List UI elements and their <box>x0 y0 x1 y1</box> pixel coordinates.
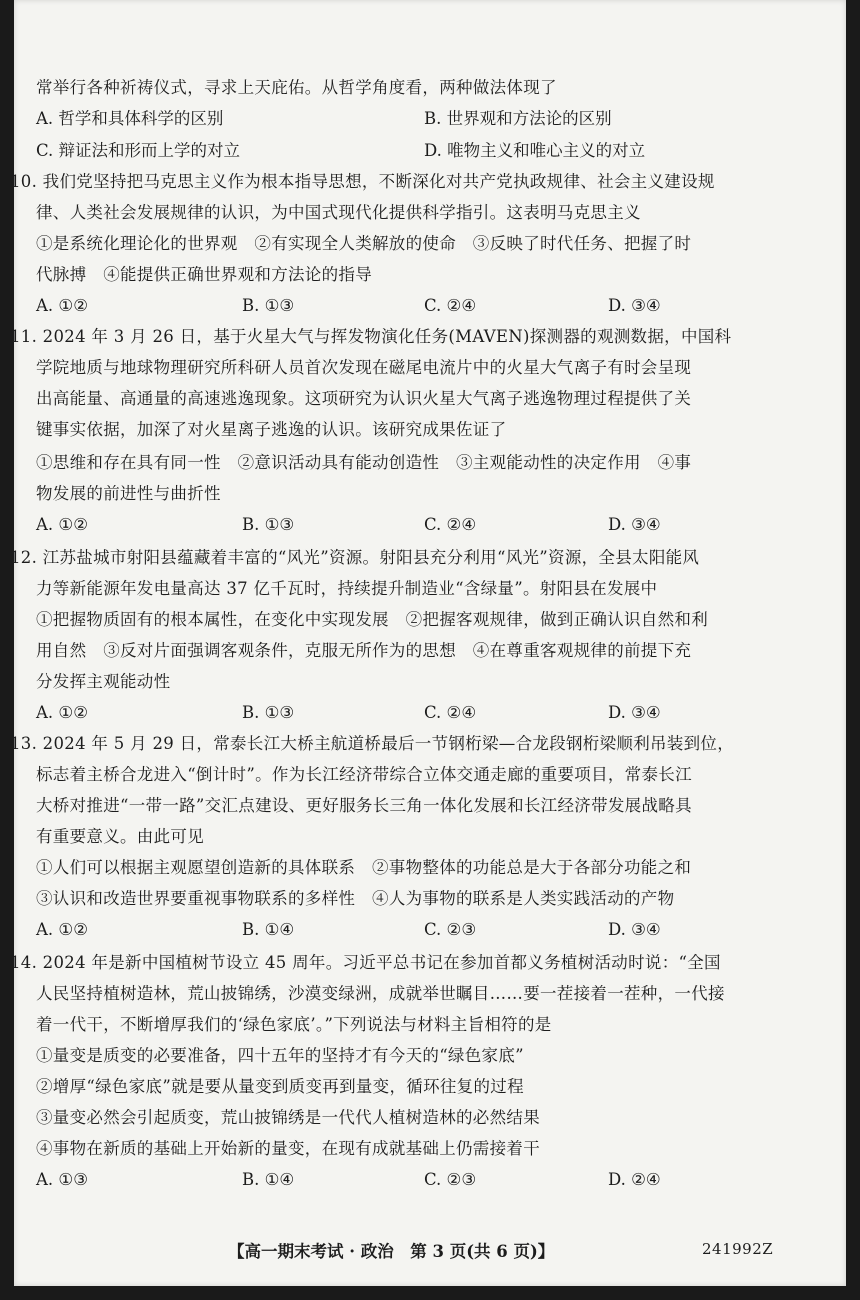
q11-option-a: A. ①② <box>36 515 88 534</box>
q13-option-a: A. ①② <box>36 920 88 939</box>
q14-option-c: C. ②③ <box>424 1170 477 1189</box>
q10-item-line: ①是系统化理论化的世界观 ②有实现全人类解放的使命 ③反映了时代任务、把握了时 <box>36 234 692 253</box>
q13-stem-line: 标志着主桥合龙进入“倒计时”。作为长江经济带综合立体交通走廊的重要项目，常泰长江 <box>36 765 692 784</box>
q13-stem-line: 大桥对推进“一带一路”交汇点建设、更好服务长三角一体化发展和长江经济带发展战略具 <box>36 796 692 815</box>
q14-item-line: ③量变必然会引起质变，荒山披锦绣是一代代人植树造林的必然结果 <box>36 1108 540 1127</box>
exam-page <box>10 0 846 1286</box>
q10-stem-line: 10. 我们党坚持把马克思主义作为根本指导思想，不断深化对共产党执政规律、社会主义建设规 <box>10 172 715 191</box>
q10-option-b: B. ①③ <box>242 296 295 315</box>
q9-option-a: A. 哲学和具体科学的区别 <box>36 109 224 128</box>
q11-item-line: 物发展的前进性与曲折性 <box>36 484 221 503</box>
q9-option-d: D. 唯物主义和唯心主义的对立 <box>424 141 646 160</box>
page-footer-code: 241992Z <box>702 1240 774 1258</box>
q9-stem-line: 常举行各种祈祷仪式，寻求上天庇佑。从哲学角度看，两种做法体现了 <box>36 78 557 97</box>
q10-option-a: A. ①② <box>36 296 88 315</box>
q14-stem-line: 着一代干，不断增厚我们的‘绿色家底’。”下列说法与材料主旨相符的是 <box>36 1015 552 1034</box>
q11-stem-line: 出高能量、高通量的高速逃逸现象。这项研究为认识火星大气离子逃逸物理过程提供了关 <box>36 389 692 408</box>
q13-item-line: ③认识和改造世界要重视事物联系的多样性 ④人为事物的联系是人类实践活动的产物 <box>36 889 675 908</box>
q11-stem-line: 键事实依据，加深了对火星离子逃逸的认识。该研究成果佐证了 <box>36 420 507 439</box>
q11-option-d: D. ③④ <box>608 515 661 534</box>
q11-item-line: ①思维和存在具有同一性 ②意识活动具有能动创造性 ③主观能动性的决定作用 ④事 <box>36 453 692 472</box>
q13-stem-line: 有重要意义。由此可见 <box>36 827 204 846</box>
q14-stem-line: 14. 2024 年是新中国植树节设立 45 周年。习近平总书记在参加首都义务植树活动时说：“全国 <box>10 953 721 972</box>
q10-stem-line: 律、人类社会发展规律的认识，为中国式现代化提供科学指引。这表明马克思主义 <box>36 203 641 222</box>
q12-item-line: ①把握物质固有的根本属性，在变化中实现发展 ②把握客观规律，做到正确认识自然和利 <box>36 610 708 629</box>
q11-option-b: B. ①③ <box>242 515 295 534</box>
q11-option-c: C. ②④ <box>424 515 477 534</box>
q10-item-line: 代脉搏 ④能提供正确世界观和方法论的指导 <box>36 265 372 284</box>
q12-option-c: C. ②④ <box>424 703 477 722</box>
q13-stem-line: 13. 2024 年 5 月 29 日，常泰长江大桥主航道桥最后一节钢桁梁—合龙段钢桁梁顺利吊装到位， <box>10 734 734 753</box>
q13-item-line: ①人们可以根据主观愿望创造新的具体联系 ②事物整体的功能总是大于各部分功能之和 <box>36 858 692 877</box>
q11-stem-line: 11. 2024 年 3 月 26 日，基于火星大气与挥发物演化任务(MAVEN)探测器的观测数据，中国科 <box>10 327 732 346</box>
q14-item-line: ①量变是质变的必要准备，四十五年的坚持才有今天的“绿色家底” <box>36 1046 524 1065</box>
q14-option-d: D. ②④ <box>608 1170 661 1189</box>
q11-stem-line: 学院地质与地球物理研究所科研人员首次发现在磁尾电流片中的火星大气离子有时会呈现 <box>36 358 692 377</box>
q14-item-line: ②增厚“绿色家底”就是要从量变到质变再到量变，循环往复的过程 <box>36 1077 524 1096</box>
q12-stem-line: 12. 江苏盐城市射阳县蕴藏着丰富的“风光”资源。射阳县充分利用“风光”资源，全县太阳能风 <box>10 548 700 567</box>
q13-option-d: D. ③④ <box>608 920 661 939</box>
q10-option-c: C. ②④ <box>424 296 477 315</box>
page-footer-title: 【高一期末考试 · 政治 第 3 页(共 6 页)】 <box>228 1242 555 1261</box>
q10-option-d: D. ③④ <box>608 296 661 315</box>
q14-option-a: A. ①③ <box>36 1170 88 1189</box>
q12-item-line: 用自然 ③反对片面强调客观条件，克服无所作为的思想 ④在尊重客观规律的前提下充 <box>36 641 692 660</box>
q12-stem-line: 力等新能源年发电量高达 37 亿千瓦时，持续提升制造业“含绿量”。射阳县在发展中 <box>36 579 658 598</box>
q9-option-b: B. 世界观和方法论的区别 <box>424 109 612 128</box>
q12-item-line: 分发挥主观能动性 <box>36 672 171 691</box>
q14-item-line: ④事物在新质的基础上开始新的量变，在现有成就基础上仍需接着干 <box>36 1139 540 1158</box>
q13-option-b: B. ①④ <box>242 920 295 939</box>
q12-option-b: B. ①③ <box>242 703 295 722</box>
q14-option-b: B. ①④ <box>242 1170 295 1189</box>
q13-option-c: C. ②③ <box>424 920 477 939</box>
q12-option-a: A. ①② <box>36 703 88 722</box>
q12-option-d: D. ③④ <box>608 703 661 722</box>
q14-stem-line: 人民坚持植树造林，荒山披锦绣，沙漠变绿洲，成就举世瞩目……要一茬接着一茬种，一代接 <box>36 984 725 1003</box>
q9-option-c: C. 辩证法和形而上学的对立 <box>36 141 241 160</box>
